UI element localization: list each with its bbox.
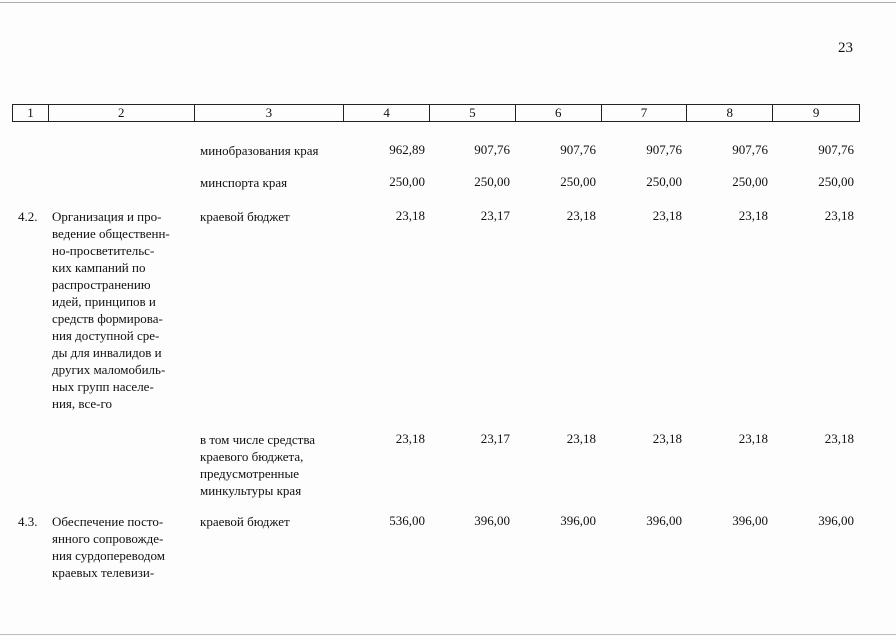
value-col-9: 907,76 [818, 142, 854, 157]
value-col-7: 907,76 [646, 142, 682, 157]
header-col-5: 5 [430, 105, 516, 121]
page-number: 23 [838, 40, 853, 56]
header-col-4: 4 [344, 105, 430, 121]
value-col-5: 23,17 [480, 431, 510, 446]
value-col-6: 23,18 [566, 208, 596, 223]
funding-source: минобразования края [200, 143, 319, 158]
value-col-4: 536,00 [389, 513, 425, 528]
value-col-8: 23,18 [738, 208, 768, 223]
header-col-3: 3 [195, 105, 345, 121]
header-col-2: 2 [49, 105, 195, 121]
value-col-9: 23,18 [824, 208, 854, 223]
value-col-9: 396,00 [818, 513, 854, 528]
value-col-6: 250,00 [560, 174, 596, 189]
table-header-row [12, 104, 860, 122]
value-col-8: 907,76 [732, 142, 768, 157]
value-col-4: 962,89 [389, 142, 425, 157]
value-col-7: 23,18 [652, 431, 682, 446]
funding-source: в том числе средства краевого бюджета, предусмотренные минкультуры края [200, 432, 316, 498]
value-col-8: 396,00 [732, 513, 768, 528]
activity-name: Обеспечение посто- янного сопровожде- ния сурдопереводом краевых телевизи- [52, 514, 165, 580]
funding-source: краевой бюджет [200, 514, 290, 529]
value-col-7: 396,00 [646, 513, 682, 528]
funding-source: краевой бюджет [200, 209, 290, 224]
value-col-6: 396,00 [560, 513, 596, 528]
value-col-5: 250,00 [474, 174, 510, 189]
header-col-1: 1 [13, 105, 49, 121]
header-col-9: 9 [812, 105, 820, 120]
top-scan-edge [0, 2, 896, 3]
value-col-8: 23,18 [738, 431, 768, 446]
value-col-7: 250,00 [646, 174, 682, 189]
value-col-6: 23,18 [566, 431, 596, 446]
value-col-9: 23,18 [824, 431, 854, 446]
value-col-7: 23,18 [652, 208, 682, 223]
value-col-8: 250,00 [732, 174, 768, 189]
value-col-4: 250,00 [389, 174, 425, 189]
row-number: 4.2. [18, 209, 38, 224]
header-col-6: 6 [516, 105, 602, 121]
activity-name: Организация и про- ведение общественн- но-просветительс- ких кампаний по распространению идей, принципов и средств формирова- ния доступной сре- ды для инвалидов и других маломобиль- ных групп населе- ния, все-го [52, 209, 170, 411]
row-number: 4.3. [18, 514, 38, 529]
value-col-5: 907,76 [474, 142, 510, 157]
header-col-8: 8 [687, 105, 773, 121]
funding-source: минспорта края [200, 175, 288, 190]
value-col-5: 396,00 [474, 513, 510, 528]
value-col-5: 23,17 [480, 208, 510, 223]
value-col-6: 907,76 [560, 142, 596, 157]
value-col-9: 250,00 [818, 174, 854, 189]
header-col-7: 7 [602, 105, 688, 121]
bottom-scan-edge [0, 634, 896, 635]
value-col-4: 23,18 [395, 208, 425, 223]
value-col-4: 23,18 [395, 431, 425, 446]
